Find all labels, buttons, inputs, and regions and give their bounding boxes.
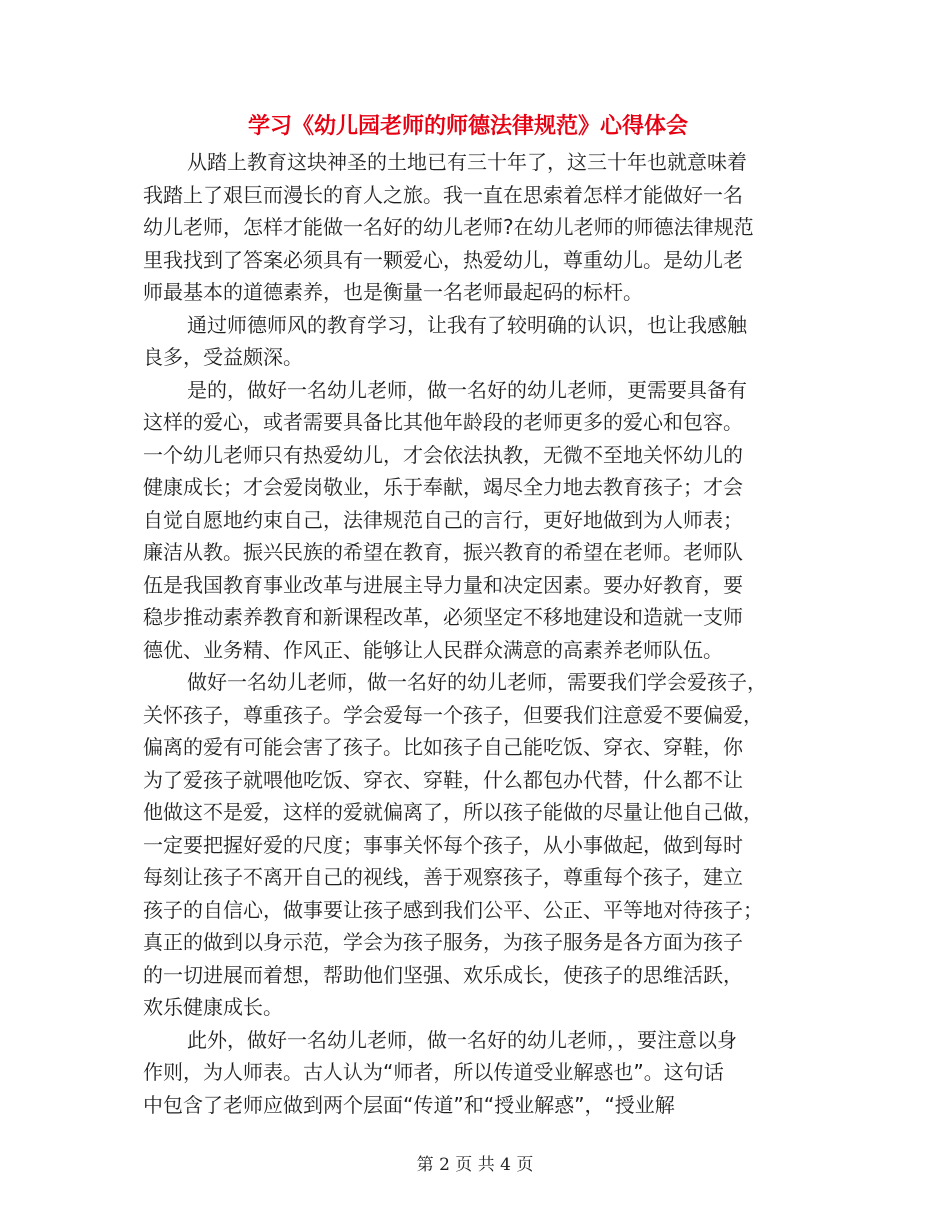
body-text-line: 为了爱孩子就喂他吃饭、穿衣、穿鞋，什么都包办代替，什么都不让 [143,767,743,792]
body-text-line: 真正的做到以身示范，学会为孩子服务，为孩子服务是各方面为孩子 [143,930,743,954]
body-text-line: 从踏上教育这块神圣的土地已有三十年了，这三十年也就意味着 [187,150,747,174]
document-title: 学习《幼儿园老师的师德法律规范》心得体会 [248,113,689,139]
body-text-line: 廉洁从教。振兴民族的希望在教育，振兴教育的希望在老师。老师队 [143,540,743,564]
body-text-line: 的一切进展而着想，帮助他们坚强、欢乐成长，使孩子的思维活跃， [143,962,743,987]
body-text-line: 作则，为人师表。古人认为“师者，所以传道受业解惑也”。这句话 [143,1060,724,1084]
body-text-line: 欢乐健康成长。 [143,995,283,1019]
body-text-line: 德优、业务精、作风正、能够让人民群众满意的高素养老师队伍。 [143,637,723,662]
body-text-line: 中包含了老师应做到两个层面“传道”和“授业解惑”，“授业解 [143,1092,675,1117]
body-text-line: 一定要把握好爱的尺度；事事关怀每个孩子，从小事做起，做到每时 [143,832,743,857]
body-text-line: 偏离的爱有可能会害了孩子。比如孩子自己能吃饭、穿衣、穿鞋，你 [143,735,743,759]
body-text-line: 良多，受益颇深。 [143,345,303,369]
body-text-line: 是的，做好一名幼儿老师，做一名好的幼儿老师，更需要具备有 [187,377,747,402]
page-footer: 第 2 页 共 4 页 [416,1155,534,1175]
body-text-line: 里我找到了答案必须具有一颗爱心，热爱幼儿，尊重幼儿。是幼儿老 [143,247,743,272]
body-text-line: 通过师德师风的教育学习，让我有了较明确的认识，也让我感触 [187,312,747,337]
body-text-line: 这样的爱心，或者需要具备比其他年龄段的老师更多的爱心和包容。 [143,410,743,434]
body-text-line: 师最基本的道德素养，也是衡量一名老师最起码的标杆。 [143,280,643,304]
body-text-line: 此外，做好一名幼儿老师，做一名好的幼儿老师，，要注意以身 [187,1027,737,1052]
body-text-line: 伍是我国教育事业改革与进展主导力量和决定因素。要办好教育，要 [143,572,743,597]
body-text-line: 我踏上了艰巨而漫长的育人之旅。我一直在思索着怎样才能做好一名 [143,182,743,207]
body-text-line: 健康成长；才会爱岗敬业，乐于奉献，竭尽全力地去教育孩子；才会 [143,475,743,499]
body-text-line: 孩子的自信心，做事要让孩子感到我们公平、公正、平等地对待孩子； [143,897,763,922]
body-text-line: 幼儿老师，怎样才能做一名好的幼儿老师?在幼儿老师的师德法律规范 [143,215,754,239]
body-text-line: 稳步推动素养教育和新课程改革，必须坚定不移地建设和造就一支师 [143,605,743,629]
body-text-line: 一个幼儿老师只有热爱幼儿，才会依法执教，无微不至地关怀幼儿的 [143,442,743,467]
body-text-line: 他做这不是爱，这样的爱就偏离了，所以孩子能做的尽量让他自己做， [143,800,763,824]
body-text-line: 关怀孩子，尊重孩子。学会爱每一个孩子，但要我们注意爱不要偏爱， [143,702,763,727]
body-text-line: 自觉自愿地约束自己，法律规范自己的言行，更好地做到为人师表； [143,507,743,532]
body-text-line: 做好一名幼儿老师，做一名好的幼儿老师，需要我们学会爱孩子， [187,670,767,694]
body-text-line: 每刻让孩子不离开自己的视线，善于观察孩子，尊重每个孩子，建立 [143,865,743,889]
